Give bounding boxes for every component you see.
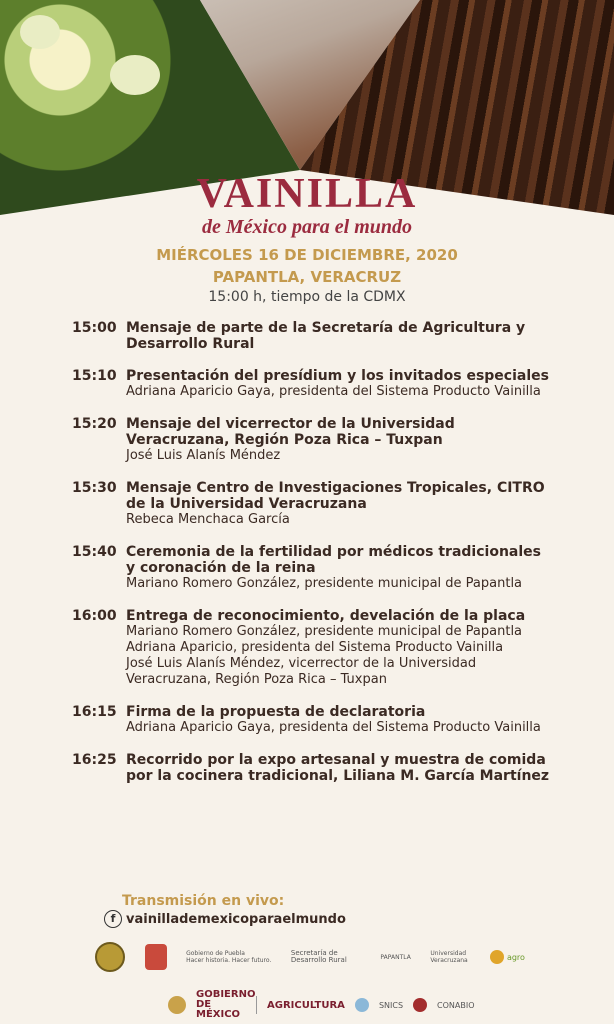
event-title: VAINILLA: [196, 171, 418, 217]
gob-mx-logo: GOBIERNO DE MÉXICO: [196, 989, 256, 1020]
agenda-detail: José Luis Alanís Méndez: [126, 448, 281, 463]
facebook-icon: f: [104, 910, 122, 928]
papantla-logo: [380, 954, 410, 961]
papantla-logo-text: PAPANTLA: [380, 953, 411, 961]
flower-decoration: [20, 15, 60, 49]
event-date: MIÉRCOLES 16 DE DICIEMBRE, 2020: [156, 246, 458, 264]
agenda-title: Recorrido por la expo artesanal y muestra de comida por la cocinera tradicional, Liliana M. García Martínez: [126, 752, 550, 784]
snics-logo: SNICS: [378, 1000, 404, 1010]
agenda-content: [126, 608, 552, 688]
agenda-item: [72, 368, 552, 400]
divider: [256, 996, 257, 1014]
agenda-time: 15:30: [72, 480, 117, 496]
live-label: Transmisión en vivo:: [122, 893, 285, 909]
agenda-detail: Mariano Romero González, presidente municipal de Papantla: [126, 576, 523, 591]
agenda-title: Presentación del presídium y los invitados especiales: [126, 368, 549, 384]
agenda-content: [126, 320, 552, 352]
agenda-detail: Rebeca Menchaca García: [126, 512, 290, 527]
agro-sun-icon: [490, 950, 504, 964]
agenda-content: [126, 416, 552, 464]
agenda-time: 15:20: [72, 416, 117, 432]
conabio-icon: [413, 998, 427, 1012]
agenda-detail: Adriana Aparicio Gaya, presidenta del Sistema Producto Vainilla: [126, 384, 541, 399]
agenda-detail: Mariano Romero González, presidente municipal de Papantla: [126, 624, 523, 639]
puebla-shield-icon: [145, 944, 167, 970]
agenda-title: Mensaje Centro de Investigaciones Tropicales, CITRO de la Universidad Veracruzana: [126, 480, 545, 512]
agenda-time: 16:25: [72, 752, 117, 768]
uv-logo-text: Universidad Veracruzana: [430, 950, 468, 964]
agenda-detail: José Luis Alanís Méndez, vicerrector de la Universidad Veracruzana, Región Poza Rica – Tuxpan: [126, 656, 477, 687]
agenda-title: Mensaje del vicerrector de la Universidad Veracruzana, Región Poza Rica – Tuxpan: [126, 416, 455, 448]
agenda-content: [126, 704, 552, 736]
sponsor-logos: [95, 942, 525, 972]
agenda-title: Entrega de reconocimiento, develación de la placa: [126, 608, 526, 624]
agenda-content: [126, 368, 552, 400]
agenda-item: [72, 320, 552, 352]
agenda-content: [126, 480, 552, 528]
agenda-time: 16:00: [72, 608, 117, 624]
municipal-seal-icon: [95, 942, 125, 972]
sader-logo-text: Secretaría de Desarrollo Rural: [290, 949, 347, 964]
agenda-item: [72, 608, 552, 688]
puebla-logo-tag: Hacer historia. Hacer futuro.: [186, 957, 272, 964]
event-subtitle: de México para el mundo: [202, 216, 412, 238]
facebook-link[interactable]: [104, 910, 346, 928]
agenda-detail: Adriana Aparicio Gaya, presidenta del Sistema Producto Vainilla: [126, 720, 541, 735]
agenda-item: [72, 416, 552, 464]
government-logos: [168, 990, 475, 1020]
sader-logo: [291, 950, 361, 964]
agenda-item: [72, 752, 552, 784]
agenda-item: [72, 480, 552, 528]
agenda-title: Firma de la propuesta de declaratoria: [126, 704, 426, 720]
agricultura-logo: AGRICULTURA: [267, 999, 345, 1011]
agro-logo: [490, 950, 525, 964]
snics-icon: [355, 998, 369, 1012]
agro-logo-text: agro: [506, 952, 525, 962]
facebook-handle: vainillademexicoparaelmundo: [126, 911, 346, 927]
agenda-detail: Adriana Aparicio, presidenta del Sistema Producto Vainilla: [126, 640, 504, 655]
agenda-item: [72, 544, 552, 592]
event-time-note: 15:00 h, tiempo de la CDMX: [208, 289, 406, 305]
agenda-time: 15:40: [72, 544, 117, 560]
agenda-list: [72, 320, 552, 800]
agenda-time: 15:00: [72, 320, 117, 336]
puebla-logo: [186, 950, 271, 964]
agenda-time: 16:15: [72, 704, 117, 720]
agenda-content: [126, 752, 552, 784]
agenda-time: 15:10: [72, 368, 117, 384]
puebla-logo-text: Gobierno de Puebla: [186, 950, 245, 957]
uv-logo: [430, 950, 470, 964]
event-place: PAPANTLA, VERACRUZ: [212, 268, 402, 286]
conabio-logo: CONABIO: [437, 1000, 475, 1010]
agenda-item: [72, 704, 552, 736]
flower-decoration: [110, 55, 160, 95]
agenda-title: Ceremonia de la fertilidad por médicos tradicionales y coronación de la reina: [126, 544, 541, 576]
agenda-title: Mensaje de parte de la Secretaría de Agricultura y Desarrollo Rural: [126, 320, 526, 352]
gob-mx-seal-icon: [168, 996, 186, 1014]
agenda-content: [126, 544, 552, 592]
